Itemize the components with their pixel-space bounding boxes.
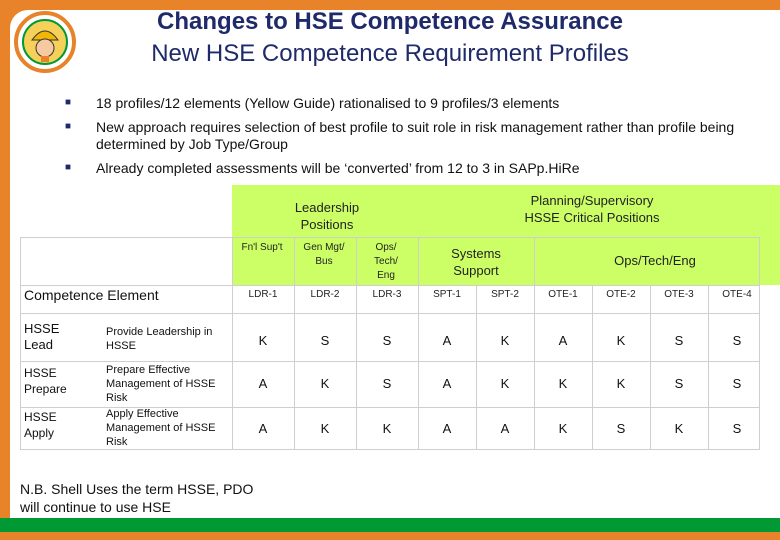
- bullet-icon: [66, 124, 71, 129]
- code-ldr-2: LDR-2: [310, 289, 340, 300]
- code-ote-1: OTE-1: [548, 289, 578, 300]
- table-cell: S: [732, 376, 742, 391]
- table-cell: S: [320, 333, 330, 348]
- row-element-lead: HSSE Lead: [24, 321, 60, 352]
- competence-element-label: Competence Element: [24, 287, 159, 303]
- table-cell: A: [442, 376, 452, 391]
- code-ldr-1: LDR-1: [248, 289, 278, 300]
- footer-green-bar: [0, 518, 780, 532]
- table-cell: S: [674, 376, 684, 391]
- code-ote-2: OTE-2: [606, 289, 636, 300]
- bullet-2: New approach requires selection of best profile to suit role in risk management rather than profile being determined by Job Type/Group: [96, 119, 735, 152]
- table-cell: K: [558, 421, 568, 436]
- table-cell: S: [382, 376, 392, 391]
- footer-orange-bar: [0, 532, 780, 540]
- page-subtitle: New HSE Competence Requirement Profiles: [151, 40, 629, 67]
- row-desc-lead: Provide Leadership in HSSE: [106, 326, 213, 352]
- row-desc-prepare: Prepare Effective Management of HSSE Risk: [106, 364, 216, 404]
- code-ldr-3: LDR-3: [372, 289, 402, 300]
- role-header-ops-tech: Ops/ Tech/ Eng: [374, 242, 398, 281]
- table-cell: K: [258, 333, 268, 348]
- table-cell: S: [382, 333, 392, 348]
- table-cell: S: [674, 333, 684, 348]
- bullet-icon: [66, 165, 71, 170]
- bullet-3: Already completed assessments will be ‘converted’ from 12 to 3 in SAPp.HiRe: [96, 160, 580, 176]
- leadership-header: Leadership Positions: [294, 200, 360, 232]
- table-cell: A: [558, 333, 568, 348]
- bullet-1: 18 profiles/12 elements (Yellow Guide) rationalised to 9 profiles/3 elements: [96, 95, 560, 111]
- bullet-icon: [66, 100, 71, 105]
- table-cell: A: [500, 421, 510, 436]
- table-cell: K: [320, 376, 330, 391]
- table-cell: K: [616, 376, 626, 391]
- table-cell: K: [616, 333, 626, 348]
- row-element-prepare: HSSE Prepare: [24, 366, 67, 396]
- row-element-apply: HSSE Apply: [24, 410, 57, 440]
- table-cell: A: [258, 376, 268, 391]
- table-cell: S: [732, 333, 742, 348]
- table-cell: K: [674, 421, 684, 436]
- systems-support-header: Systems Support: [451, 246, 501, 278]
- table-cell: K: [382, 421, 392, 436]
- page-title: Changes to HSE Competence Assurance: [157, 8, 623, 35]
- ops-tech-eng-header: Ops/Tech/Eng: [614, 253, 696, 268]
- table-cell: S: [732, 421, 742, 436]
- footnote: N.B. Shell Uses the term HSSE, PDO will continue to use HSE: [20, 481, 254, 515]
- row-desc-apply: Apply Effective Management of HSSE Risk: [106, 408, 216, 448]
- table-cell: K: [500, 333, 510, 348]
- code-ote-3: OTE-3: [664, 289, 694, 300]
- competence-table: [20, 185, 760, 451]
- table-cell: K: [320, 421, 330, 436]
- code-spt-1: SPT-1: [433, 289, 461, 300]
- table-cell: A: [258, 421, 268, 436]
- code-spt-2: SPT-2: [491, 289, 519, 300]
- table-cell: S: [616, 421, 626, 436]
- table-cell: A: [442, 421, 452, 436]
- table-cell: K: [500, 376, 510, 391]
- table-cell: A: [442, 333, 452, 348]
- planning-header: Planning/Supervisory HSSE Critical Positions: [524, 193, 660, 225]
- code-ote-4: OTE-4: [722, 289, 752, 300]
- table-cell: K: [558, 376, 568, 391]
- role-header-gen-mgt: Gen Mgt/ Bus: [303, 242, 345, 267]
- role-header-fn-supt: Fn'l Sup't: [241, 242, 283, 253]
